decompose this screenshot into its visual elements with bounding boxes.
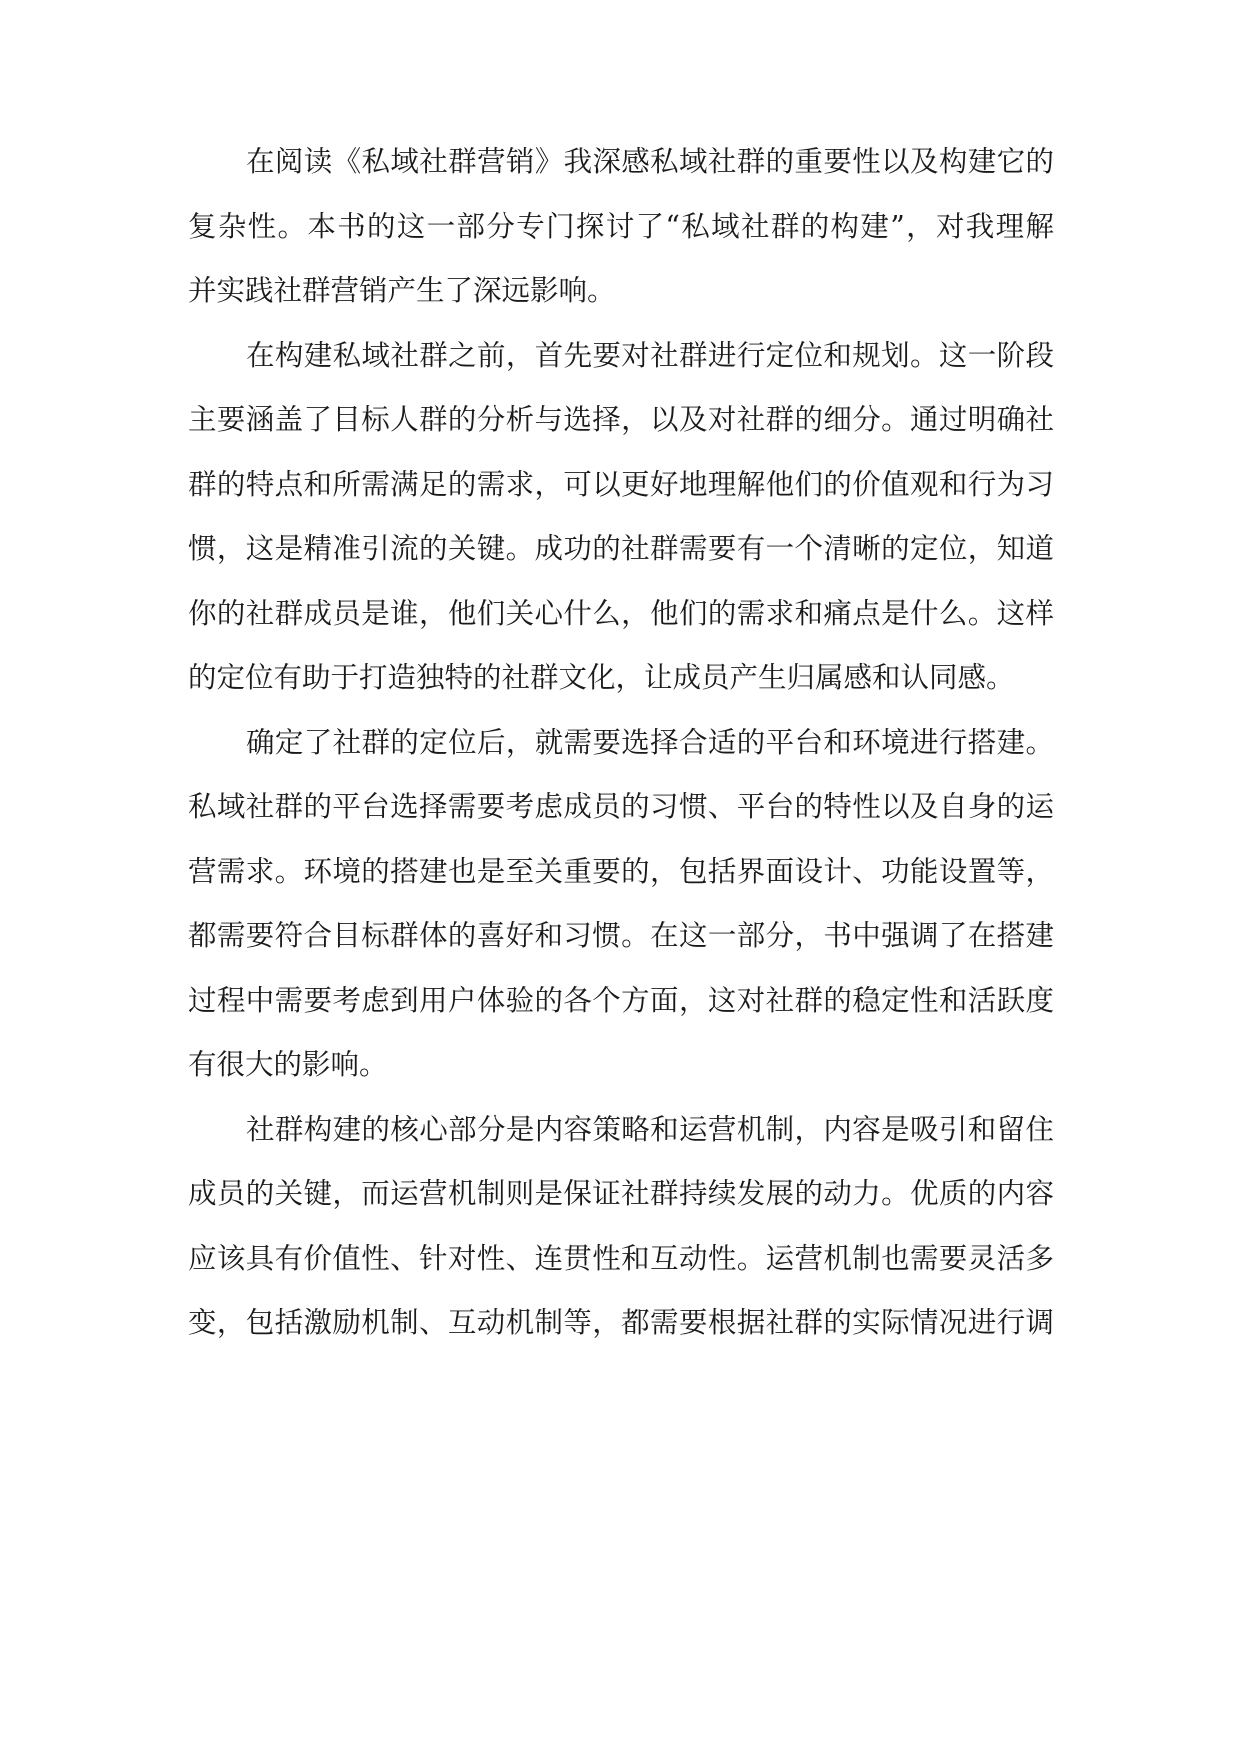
paragraph-3-line-3: 营需求。环境的搭建也是至关重要的，包括界面设计、功能设置等，: [188, 854, 1054, 888]
paragraph-3-line-1: 确定了社群的定位后，就需要选择合适的平台和环境进行搭建。: [246, 725, 1054, 759]
paragraph-3-line-2: 私域社群的平台选择需要考虑成员的习惯、平台的特性以及自身的运: [188, 790, 1054, 823]
paragraph-2-line-5: 你的社群成员是谁，他们关心什么，他们的需求和痛点是什么。这样: [188, 596, 1054, 630]
paragraph-3-line-6: 有很大的影响。: [188, 1048, 388, 1081]
paragraph-2-line-6: 的定位有助于打造独特的社群文化，让成员产生归属感和认同感。: [188, 661, 1015, 694]
paragraph-3-line-5: 过程中需要考虑到用户体验的各个方面，这对社群的稳定性和活跃度: [188, 983, 1054, 1017]
paragraph-2-line-4: 惯，这是精准引流的关键。成功的社群需要有一个清晰的定位，知道: [188, 532, 1054, 565]
paragraph-2-line-2: 主要涵盖了目标人群的分析与选择，以及对社群的细分。通过明确社: [188, 403, 1054, 436]
paragraph-4-line-4: 变，包括激励机制、互动机制等，都需要根据社群的实际情况进行调: [188, 1306, 1054, 1339]
paragraph-4-line-2: 成员的关键，而运营机制则是保证社群持续发展的动力。优质的内容: [188, 1177, 1054, 1210]
paragraph-1-line-3: 并实践社群营销产生了深远影响。: [188, 274, 616, 307]
paragraph-2-line-1: 在构建私域社群之前，首先要对社群进行定位和规划。这一阶段: [246, 338, 1054, 372]
paragraph-1-line-2: 复杂性。本书的这一部分专门探讨了“私域社群的构建”，对我理解: [188, 209, 1054, 243]
paragraph-4-line-1: 社群构建的核心部分是内容策略和运营机制，内容是吸引和留住: [246, 1112, 1054, 1146]
paragraph-3-line-4: 都需要符合目标群体的喜好和习惯。在这一部分，书中强调了在搭建: [188, 919, 1054, 952]
paragraph-4-line-3: 应该具有价值性、针对性、连贯性和互动性。运营机制也需要灵活多: [188, 1241, 1054, 1275]
paragraph-1-line-1: 在阅读《私域社群营销》我深感私域社群的重要性以及构建它的: [246, 145, 1054, 178]
paragraph-2-line-3: 群的特点和所需满足的需求，可以更好地理解他们的价值观和行为习: [188, 467, 1054, 501]
